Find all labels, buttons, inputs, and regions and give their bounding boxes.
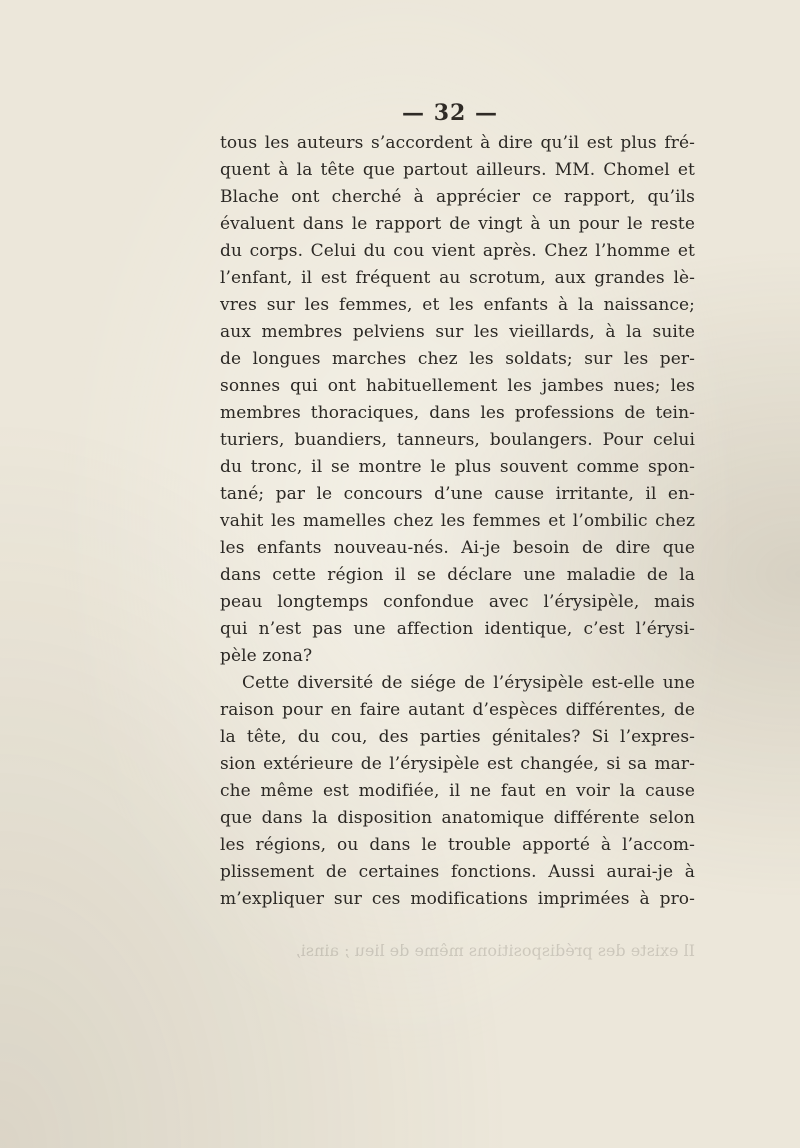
text-line: m’expliquer sur ces modifications imprimées à pro- <box>220 889 695 909</box>
text-line: du tronc, il se montre le plus souvent comme spon- <box>220 457 695 477</box>
text-line: plissement de certaines fonctions. Aussi aurai-je à <box>220 862 695 882</box>
text-line: pèle zona? <box>220 646 313 666</box>
text-line: la tête, du cou, des parties génitales? Si l’expres- <box>220 727 695 747</box>
text-line: sion extérieure de l’érysipèle est changée, si sa mar- <box>220 754 695 774</box>
text-line: que dans la disposition anatomique différente selon <box>220 808 695 828</box>
text-line: Cette diversité de siége de l’érysipèle est-elle une <box>242 673 695 693</box>
text-line: Blache ont cherché à apprécier ce rapport, qu’ils <box>220 187 695 207</box>
text-line: aux membres pelviens sur les vieillards, à la suite <box>220 322 695 342</box>
text-line: vres sur les femmes, et les enfants à la naissance; <box>220 295 695 315</box>
text-line: peau longtemps confondue avec l’érysipèle, mais <box>220 592 695 612</box>
text-line: les enfants nouveau-nés. Ai-je besoin de dire que <box>220 538 695 558</box>
text-line: che même est modifiée, il ne faut en voir la cause <box>220 781 695 801</box>
text-line: raison pour en faire autant d’espèces différentes, de <box>220 700 695 720</box>
bleed-through-text: Il existe des prédispositions même de lieu ; ainsi, <box>295 941 695 960</box>
text-line: évaluent dans le rapport de vingt à un pour le reste <box>220 214 695 234</box>
text-line: turiers, buandiers, tanneurs, boulangers. Pour celui <box>220 430 695 450</box>
text-line: tous les auteurs s’accordent à dire qu’il est plus fré- <box>220 133 695 153</box>
text-line: dans cette région il se déclare une maladie de la <box>220 565 695 585</box>
text-line: tané; par le concours d’une cause irritante, il en- <box>220 484 695 504</box>
text-line: vahit les mamelles chez les femmes et l’ombilic chez <box>220 511 695 531</box>
page-number: — 32 — <box>402 100 498 126</box>
text-line: de longues marches chez les soldats; sur les per- <box>220 349 695 369</box>
text-line: sonnes qui ont habituellement les jambes nues; les <box>220 376 695 396</box>
text-line: l’enfant, il est fréquent au scrotum, aux grandes lè- <box>220 268 695 288</box>
text-line: membres thoraciques, dans les professions de tein- <box>220 403 695 423</box>
text-line: quent à la tête que partout ailleurs. MM. Chomel et <box>220 160 695 180</box>
text-line: du corps. Celui du cou vient après. Chez l’homme et <box>220 241 695 261</box>
text-line: qui n’est pas une affection identique, c’est l’érysi- <box>220 619 695 639</box>
text-line: les régions, ou dans le trouble apporté à l’accom- <box>220 835 695 855</box>
body-text <box>220 130 695 913</box>
